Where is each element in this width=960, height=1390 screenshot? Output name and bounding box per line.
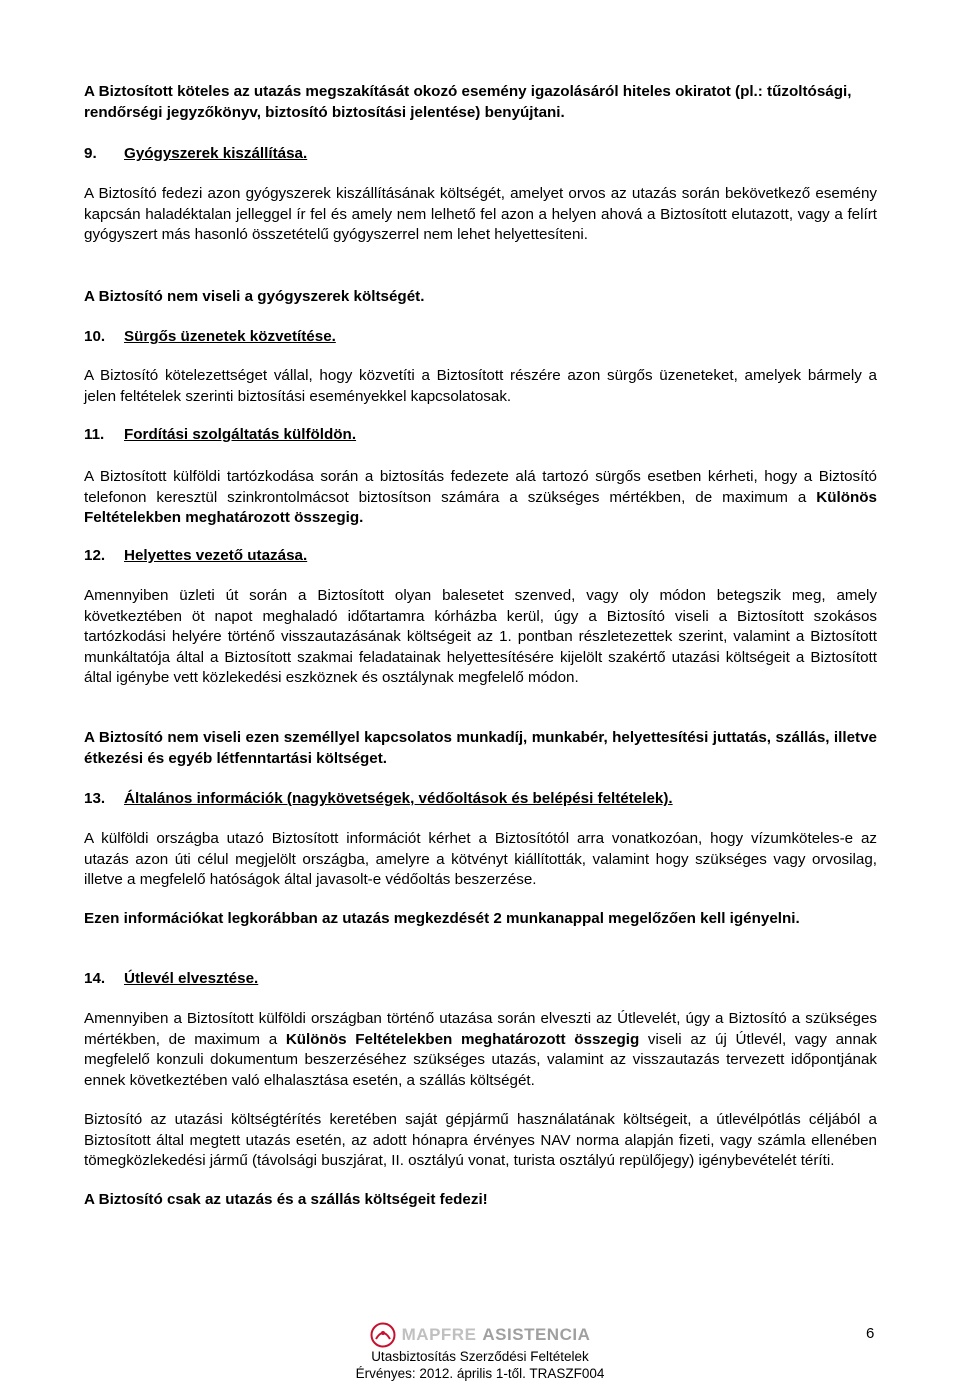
section-number: 10.: [84, 328, 106, 345]
paragraph-text: Biztosító az utazási költségtérítés keretében saját gépjármű használatának költségeit, a útlevélpótlás céljából a Biztosított által megtett utazás esetén, az adott hónapra érvényes NAV norma alapján fizeti, vagy számla ellenében tömegközlekedési jármű (távolsági buszjárat, II. osztályú vonat, turista osztályú repülőjegy) igénybevételét téríti.: [84, 1111, 877, 1169]
section-title: Helyettes vezető utazása.: [124, 547, 308, 564]
section-9-paragraph: [84, 184, 877, 246]
section-title: Fordítási szolgáltatás külföldön.: [124, 426, 357, 443]
section-number: 13.: [84, 790, 106, 807]
section-12-paragraph: [84, 586, 877, 689]
section-number: 9.: [84, 145, 97, 162]
paragraph-text: A Biztosító csak az utazás és a szállás költségeit fedezi!: [84, 1191, 488, 1208]
logo-sub-text: ASISTENCIA: [482, 1325, 591, 1344]
intro-text: A Biztosított köteles az utazás megszakítását okozó esemény igazolásáról hiteles okiratot (pl.: tűzoltósági, rendőrségi jegyzőkönyv, biztosító biztosítási jelentése) benyújtani.: [84, 83, 852, 121]
section-title: Általános információk (nagykövetségek, védőoltások és belépési feltételek).: [124, 790, 673, 807]
section-number: 14.: [84, 970, 106, 987]
page-number: 6: [866, 1325, 875, 1342]
section-14-travel-cost-paragraph: [84, 1110, 877, 1172]
mapfre-emblem-icon: [370, 1322, 396, 1348]
paragraph-text: Amennyiben üzleti út során a Biztosított olyan balesetet szenved, vagy oly módon betegszik meg, amely következtében öt napot meghaladó időtartamra kórházba kerül, úgy a Biztosító viseli a Biztosított szokásos tartózkodási helyére történő visszautazásának költségeit az 1. pontban részletezettek szerint, valamint a Biztosított munkáltatója által a Biztosított szakmai feladatainak helyettesítésére kijelölt szakértő utazási költségeit a Biztosított által igénybe vett közlekedési eszköznek és osztálynak megfelelő módon.: [84, 587, 877, 686]
logo-brand-text: MAPFRE: [401, 1325, 477, 1344]
page-footer: [0, 1322, 960, 1382]
section-12-bold-paragraph: [84, 728, 877, 769]
footer-validity: Érvényes: 2012. április 1-től. TRASZF004: [355, 1366, 605, 1381]
section-title: Útlevél elvesztése.: [124, 970, 259, 987]
paragraph-text: A külföldi országba utazó Biztosított információt kérhet a Biztosítótól arra vonatkozóan, hogy vízumköteles-e az utazás azon úti célul megjelölt országba, amelyre a kötvényt kiállították, valamint hogy szükséges vagy orvosilag, illetve a megfelelő hatóságok által javasolt-e védőoltás beszerzése.: [84, 830, 877, 888]
section-10-heading: [84, 327, 877, 348]
section-number: 11.: [84, 426, 105, 443]
section-number: 12.: [84, 547, 106, 564]
section-10-paragraph: [84, 366, 877, 407]
paragraph-text: A Biztosított külföldi tartózkodása során a biztosítás fedezete alá tartozó sürgős esetben kérheti, hogy a Biztosító telefonon keresztül szinkrontolmácsot biztosítson számára a szükséges mértékben, de maximum a: [84, 468, 877, 506]
paragraph-text: A Biztosító kötelezettséget vállal, hogy közvetíti a Biztosított részére azon sürgős üzeneteket, amelyek bármely a jelen feltételek szerinti biztosítási eseményekkel kapcsolatosak.: [84, 367, 877, 405]
section-title: Sürgős üzenetek közvetítése.: [124, 328, 336, 345]
paragraph-bold-text: Különös Feltételekben meghatározott összegig.: [84, 488, 877, 526]
paragraph-text: A Biztosító fedezi azon gyógyszerek kiszállításának költségét, amelyet orvos az utazás során bekövetkező esemény kapcsán haladéktalan jelleggel ír fel és amely nem lelhető fel azon a helyen ahová a Biztosított elutazott, vagy a felírt gyógyszert más hasonló összetételű gyógyszerrel nem lehet helyettesíteni.: [84, 185, 877, 243]
section-11-heading: [84, 425, 877, 446]
section-9-heading: [84, 144, 877, 165]
section-12-heading: [84, 546, 877, 567]
intro-paragraph: [84, 82, 877, 123]
section-13-bold-paragraph: [84, 909, 877, 930]
footer-document-title: Utasbiztosítás Szerződési Feltételek: [371, 1349, 589, 1364]
paragraph-bold-text: Különös Feltételekben meghatározott összegig: [285, 1030, 640, 1048]
section-14-paragraph: [84, 1009, 877, 1091]
section-9-bold-paragraph: [84, 287, 877, 308]
section-13-heading: [84, 789, 877, 810]
paragraph-text: Amennyiben a Biztosított külföldi országban történő utazása során elveszti az Útlevelét, úgy a Biztosító a szükséges mértékben, de maximum a: [84, 1010, 877, 1048]
section-14-bold-paragraph: [84, 1190, 877, 1211]
section-13-paragraph: [84, 829, 877, 891]
section-14-heading: [84, 969, 877, 990]
paragraph-text: A Biztosító nem viseli a gyógyszerek költségét.: [84, 288, 425, 305]
mapfre-asistencia-logo: [0, 1322, 960, 1348]
section-11-paragraph: [84, 467, 877, 529]
paragraph-text: viseli az új Útlevél, vagy annak megfelelő konzuli dokumentum beszerzéséhez szükséges utazás, valamint az visszautazás tervezett időpontjának ennek következtében való elhalasztása esetén, a szállás költségét.: [84, 1030, 877, 1089]
paragraph-text: A Biztosító nem viseli ezen személlyel kapcsolatos munkadíj, munkabér, helyettesítési juttatás, szállás, illetve étkezési és egyéb létfenntartási költséget.: [84, 729, 877, 767]
paragraph-text: Ezen információkat legkorábban az utazás megkezdését 2 munkanappal megelőzően kell igényelni.: [84, 910, 800, 927]
section-title: Gyógyszerek kiszállítása.: [124, 145, 308, 162]
